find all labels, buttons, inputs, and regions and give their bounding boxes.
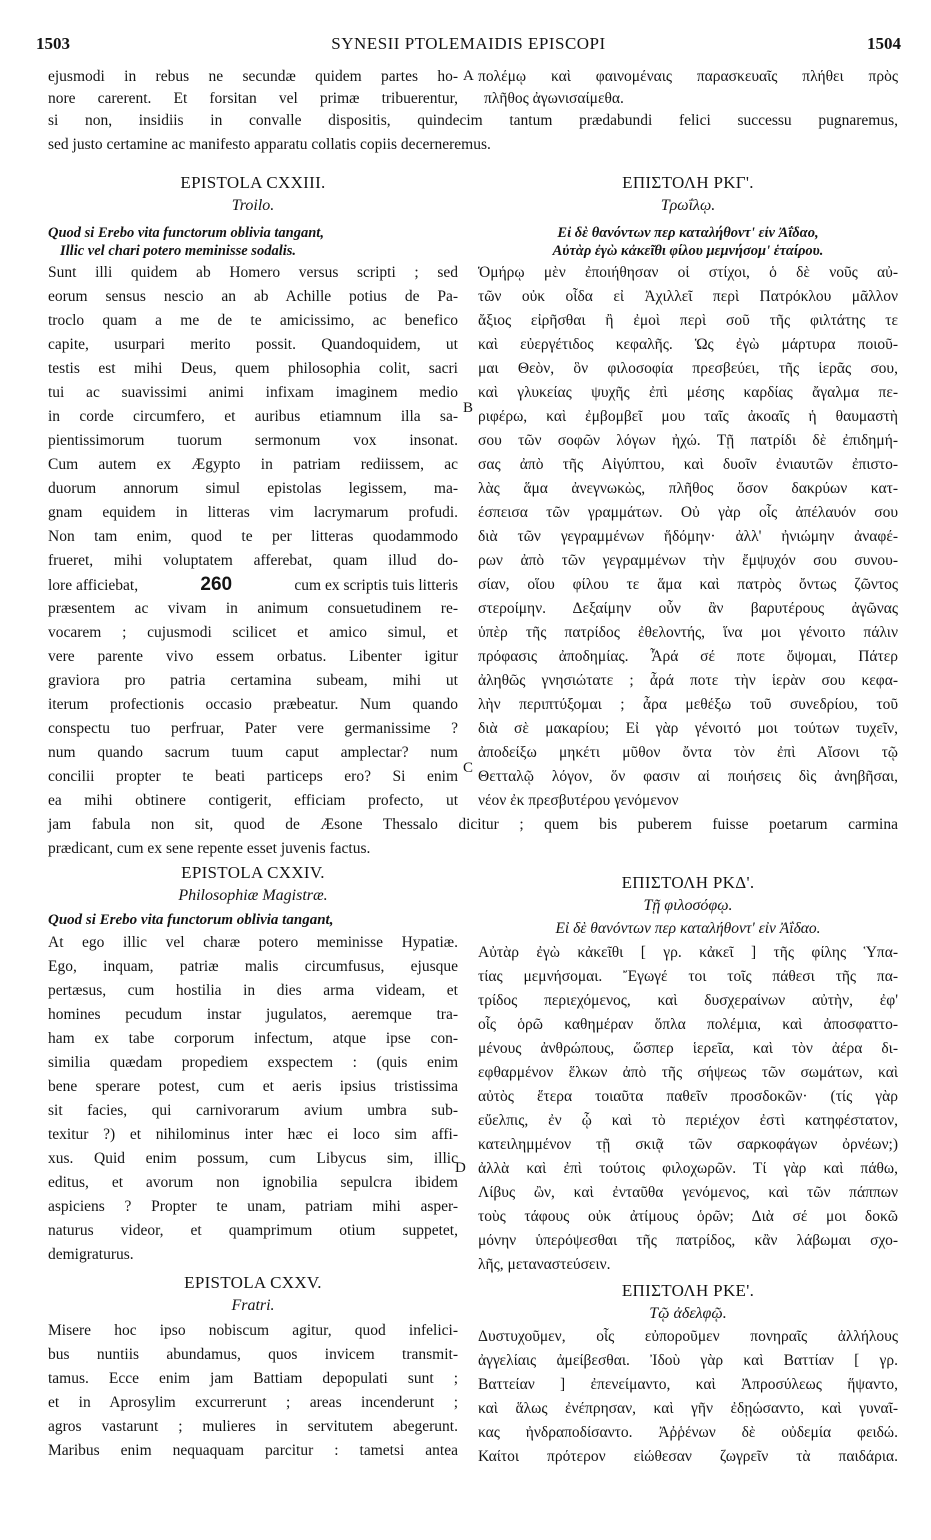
latin-line: texitur ?) et nihilominus inter hæc ei loco sim affi- <box>48 1126 458 1143</box>
greek-line: μαι Θεὸν, ὃν φιλοσοφία πρεσβεύει, τῆς ἱερᾶς σου, <box>478 360 898 377</box>
margin-marker-b: B <box>463 400 474 416</box>
latin-line: Ego, inquam, patriæ malis circumfusus, ejusque <box>48 958 458 975</box>
latin-line: vocarem ; cujusmodi scilicet et amico simul, et <box>48 624 458 641</box>
greek-line: καὶ ἅλως ἐνέπρησαν, καὶ γῆν ἐδῃώσαντο, καὶ γυναῖ- <box>478 1400 898 1417</box>
latin-line-with-column-number <box>48 574 458 597</box>
greek-line: ἀληθῶς γνησιώτατε ; ἆρά ποτε τὴν ἱερὰν σου κεφα- <box>478 672 898 689</box>
greek-line: τρίδος περιεχόμενος, καὶ δυσχεραίνων αὐτὴν, ἐφ' <box>478 992 898 1009</box>
margin-marker-c: C <box>463 760 474 776</box>
greek-line: τίας μεμνήσομαι. Ἔγωγέ τοι τοῖς πάθεσι τῆς πα- <box>478 968 898 985</box>
greek-line: τῶν οὐκ οἶδα εἰ Ἀχιλλεῖ περὶ Πατρόκλου μᾶλλον <box>478 288 898 305</box>
latin-line: naturus videor, et quamprimum otium suppetet, <box>48 1222 458 1239</box>
margin-marker-a: A <box>463 68 474 84</box>
latin-line: bene sperare potest, cum et aeris ipsius tristissima <box>48 1078 458 1095</box>
greek-line: ριφέρω, καὶ ἐμβομβεῖ μου ταῖς ἀκοαῖς ἡ θαυμαστὴ <box>478 408 898 425</box>
epistle-title-latin: EPISTOLA CXXV. <box>184 1273 322 1292</box>
latin-line: pertæsus, cum hostilia in dies arma videam, et <box>48 982 458 999</box>
latin-line: ham ex tabe corporum infectum, atque ipse con- <box>48 1030 458 1047</box>
latin-line: duorum annorum simul epistolas legissem, ma- <box>48 480 458 497</box>
latin-line: homines pecudum instar jugulatos, aeremque tra- <box>48 1006 458 1023</box>
epistle-title-latin: EPISTOLA CXXIV. <box>181 863 325 882</box>
latin-line: tui ac suavissimi animi infixam imaginem medio <box>48 384 458 401</box>
latin-line: troclo quam a me de te amicissimo, ac benefico <box>48 312 458 329</box>
running-title: SYNESII PTOLEMAIDIS EPISCOPI <box>331 34 606 53</box>
greek-line: πρόφασις ἀποδημίας. Ἆρά σέ ποτε ὄψομαι, Πάτερ <box>478 648 898 665</box>
greek-line: ἀποδείξω μηκέτι μῦθον ὄντα τὸν ἐπὶ Αἴσονι τῷ <box>478 744 898 761</box>
latin-line: eorum sensus nescio an ab Achille potius de Pa- <box>48 288 458 305</box>
verse-line: Quod si Erebo vita functorum oblivia tangant, <box>48 225 324 241</box>
greek-line: Ὁμήρῳ μὲν ἐποιήθησαν οἱ στίχοι, ὁ δὲ νοῦς αὐ- <box>478 264 898 281</box>
epistle-addressee-greek: Τῇ φιλοσόφῳ. <box>643 897 733 914</box>
full-width-line: jam fabula non sit, quod de Æsone Thessalo dicitur ; quem bis puberem fuisse poetarum carmina <box>48 816 898 833</box>
greek-line: ἄξιος εἰρῆσθαι ἢ ἐμοὶ περὶ σοῦ τῆς φιλτάτης τε <box>478 312 898 329</box>
latin-line: testis est mihi Deus, quem philosophia colit, sacri <box>48 360 458 377</box>
greek-line: μόνην ὑπερόψεσθαι τῆς πατρίδος, κἂν λάβωμαι σχο- <box>478 1232 898 1249</box>
greek-line: τοὺς τάφους οὐκ ἀτίμους ὁρῶν; Διὰ σέ μοι δοκῶ <box>478 1208 898 1225</box>
epistle-addressee-greek: Τρωΐλῳ. <box>660 197 716 214</box>
latin-line: ea mihi obtinere contigerit, efficiam profecto, ut <box>48 792 458 809</box>
latin-line: gnam equidem in litteras vim lacrymarum profudi. <box>48 504 458 521</box>
greek-line: καὶ γλυκείας ψυχῆς ἐπὶ μέσης καρδίας ἄγαλμα πε- <box>478 384 898 401</box>
greek-line: νέον ἐκ πρεσβυτέρου γενόμενον <box>478 792 679 809</box>
greek-line: κατειλημμένον τῇ σκιᾷ τῶν σαρκοφάγων ὀρνέων;) <box>478 1136 898 1153</box>
epistle-title-greek: ΕΠΙΣΤΟΛΗ ΡΚΕ'. <box>621 1281 755 1300</box>
latin-line: frueret, mihi voluptatem afferebat, quam illud do- <box>48 552 458 569</box>
greek-line: σίαν, οἵου φίλου τε ἅμα καὶ πατρὸς ὄντως ζῶντος <box>478 576 898 593</box>
page-number-right: 1504 <box>867 34 901 53</box>
latin-line: sit facies, qui carnivorarum avium umbra sub- <box>48 1102 458 1119</box>
greek-line: εὔελπις, ἐν ᾧ καὶ τὸ περιέχον ἐστὶ κατηφέστατον, <box>478 1112 898 1129</box>
epistle-addressee-greek: Τῷ ἀδελφῷ. <box>649 1305 727 1322</box>
verse-line: Εἰ δὲ θανόντων περ καταλήθοντ' εἰν Ἀΐδαο, <box>557 225 819 241</box>
epistle-title-latin: EPISTOLA CXXIII. <box>180 173 326 192</box>
latin-line: concilii propter te beati particeps ero? Si enim <box>48 768 458 785</box>
greek-line: έσπεισα τῶν γραμμάτων. Οὐ γὰρ οἷς ἀπέλαυόν σου <box>478 504 898 521</box>
page-number-left: 1503 <box>36 34 70 53</box>
latin-line: nore carerent. Et forsitan vel primæ tribuerentur, <box>48 90 458 107</box>
greek-line: οἷς ὁρῶ καθημέραν ὅπλα πολέμια, καὶ ἀποσφαττο- <box>478 1016 898 1033</box>
latin-line: in corde circumfero, et auribus etiamnum illa sa- <box>48 408 458 425</box>
greek-line: Λίβυς ὢν, καὶ ἐνταῦθα γενόμενος, καὶ τῶν πάππων <box>478 1184 898 1201</box>
latin-line: pientissimorum tuorum sermonum vox insonat. <box>48 432 458 449</box>
greek-line: κας ἠνδραποδίσαντο. Ἀῤῥένων δὲ οὐδεμία φειδώ. <box>478 1424 898 1441</box>
latin-line: Cum autem ex Ægypto in patriam rediissem, ac <box>48 456 458 473</box>
verse-line: Αὐτὰρ ἐγὼ κἀκεῖθι φίλου μεμνήσομ' ἑταίρου. <box>552 243 824 259</box>
greek-line: στεροίμην. Δεξαίμην οὖν ἂν βαρυτέρους ἀγῶνας <box>478 600 898 617</box>
column-number: 260 <box>200 574 233 595</box>
latin-line: Misere hoc ipso nobiscum agitur, quod infelici- <box>48 1322 458 1339</box>
running-header <box>36 34 901 58</box>
epistle-title-greek: ΕΠΙΣΤΟΛΗ ΡΚΓ'. <box>622 173 754 192</box>
epistle-addressee-latin: Fratri. <box>231 1297 275 1314</box>
greek-line: πολέμῳ καὶ φαινομέναις παρασκευαῖς πλήθει πρὸς <box>478 68 898 85</box>
epistle-addressee-latin: Troilo. <box>231 197 275 214</box>
greek-line: σου τῶν σοφῶν λόγων ἠχώ. Τῇ πατρίδι δὲ ἐπιδημή- <box>478 432 898 449</box>
greek-line: Αὐτὰρ ἐγὼ κἀκεῖθι [ γρ. κἀκεῖ ] τῆς φίλης Ὑπα- <box>478 944 898 961</box>
greek-line: εφθαρμένον ἕλκων ἀπὸ τῆς σήψεως τῶν σωμάτων, καὶ <box>478 1064 898 1081</box>
greek-line: πλῆθος ἀγωνισαίμεθα. <box>484 90 624 107</box>
latin-line: et in Aprosylim excurrerunt ; areas incenderunt ; <box>48 1394 458 1411</box>
greek-line: αὐτὸς ἕτερα τοιαῦτα παθεῖν προσδοκῶν· (τίς γὰρ <box>478 1088 898 1105</box>
latin-line: tamus. Ecce enim jam Battiam depopulati sunt ; <box>48 1370 458 1387</box>
latin-line: num quando sacrum tuum caput amplectar? num <box>48 744 458 761</box>
verse-line: Εἰ δὲ θανόντων περ καταλήθοντ' εἰν Ἀΐδαο. <box>555 920 821 937</box>
greek-line: λὰς ἅμα ἀνεγνωκὼς, πλῆθος ὅσον δακρύων κατ- <box>478 480 898 497</box>
greek-line: καὶ εὐεργέτιδος κεφαλῆς. Ὡς ἐγὼ μάρτυρα ποιοῦ- <box>478 336 898 353</box>
greek-line: Θετταλῷ λόγον, ὅν φασιν αἱ ποιήσεις δὶς ἀνηβῆσαι, <box>478 768 898 785</box>
latin-line: Maribus enim nequaquam parcitur : tametsi antea <box>48 1442 458 1459</box>
greek-line: μένους ἀνθρώπους, ὥσπερ ἱερεῖα, καὶ τὸν ἀέρα δι- <box>478 1040 898 1057</box>
latin-text: cum ex scriptis tuis litteris <box>294 577 458 594</box>
full-width-line: si non, insidiis in convalle dispositis, quindecim tantum prædabundi felici successu pugnaremus, <box>48 112 898 129</box>
latin-text: lore afficiebat, <box>48 577 139 594</box>
greek-line: λὴν περιπτύξομαι ; ἆρα μεθέξω τοῦ συνεδρίου, τοῦ <box>478 696 898 713</box>
greek-line: ὑπὲρ τῆς πατρίδος ἐθελοντής, ἵνα μοι γένοιτο πάλιν <box>478 624 898 641</box>
latin-line: Sunt illi quidem ab Homero versus scripti ; sed <box>48 264 458 281</box>
greek-line: ρων ἀπὸ τῶν γεγραμμένων τὴν ἔμψυχόν σου συνου- <box>478 552 898 569</box>
greek-line: σας ἀπὸ τῆς Αἰγύπτου, καὶ δυοῖν ἐνιαυτῶν ἐπιστο- <box>478 456 898 473</box>
full-width-line: prædicant, cum ex sene repente esset juvenis factus. <box>48 840 371 857</box>
latin-line: aspiciens ? Propter te unam, patriam mihi asper- <box>48 1198 458 1215</box>
greek-line: διὰ τῶν γεγραμμένων ἥδόμην· ἀλλ' ἠνιώμην ἀναφέ- <box>478 528 898 545</box>
greek-line: Δυστυχοῦμεν, οἷς εὐποροῦμεν πονηραῖς ἀλλήλους <box>478 1328 898 1345</box>
latin-line: graviora pro patria certamina subeam, mihi ut <box>48 672 458 689</box>
latin-line: conspectu tuo perfruar, Pater vere germanissime ? <box>48 720 458 737</box>
greek-line: ἀγγελίαις ἀμείβεσθαι. Ἰδοὺ γὰρ καὶ Βαττίαν [ γρ. <box>478 1352 898 1369</box>
latin-line: ejusmodi in rebus ne secundæ quidem partes ho- <box>48 68 458 85</box>
latin-line: bus nuntiis abundamus, quos invicem transmit- <box>48 1346 458 1363</box>
latin-line: demigraturus. <box>48 1246 134 1263</box>
greek-line: Βαττείαν ] ἐπενείμαντο, καὶ Ἀπροσύλεως ἥψαντο, <box>478 1376 898 1393</box>
latin-line: iterum profectionis occasio præbeatur. Num quando <box>48 696 458 713</box>
latin-line: editus, et avorum non ignobilia sepulcra ibidem <box>48 1174 458 1191</box>
latin-line: capite, usurpari merito possit. Quandoquidem, ut <box>48 336 458 353</box>
greek-line: Καίτοι πρότερον εἰώθεσαν ζωγρεῖν τὰ παιδάρια. <box>478 1448 898 1465</box>
full-width-line: sed justo certamine ac manifesto apparatu collatis copiis decerneremus. <box>48 136 491 153</box>
greek-line: διὰ σὲ μακαρίου; Εἰ γὰρ γένοιτό μοι τούτων τυχεῖν, <box>478 720 898 737</box>
greek-line: ἀλλὰ καὶ ἐπὶ τούτοις φιλοχωρῶν. Τί γὰρ καὶ πάθω, <box>478 1160 898 1177</box>
latin-line: At ego illic vel charæ potero meminisse Hypatiæ. <box>48 934 458 951</box>
latin-line: agros vastarunt ; mulieres in servitutem abegerunt. <box>48 1418 458 1435</box>
margin-marker-d: D <box>455 1160 466 1176</box>
latin-line: Non tam enim, quod te per litteras quodammodo <box>48 528 458 545</box>
latin-line: xus. Quid enim possum, cum Libycus sim, illic <box>48 1150 458 1167</box>
verse-line: Quod si Erebo vita functorum oblivia tangant, <box>48 912 334 928</box>
greek-line: λῆς, μεταναστεύσειν. <box>478 1256 611 1273</box>
epistle-addressee-latin: Philosophiæ Magistræ. <box>178 887 328 904</box>
verse-line: Illic vel chari potero meminisse sodalis. <box>60 243 297 259</box>
epistle-title-greek: ΕΠΙΣΤΟΛΗ ΡΚΔ'. <box>621 873 755 892</box>
latin-line: præsentem ac vivam in animum consuetudinem re- <box>48 600 458 617</box>
latin-line: similia quædam propediem exspectem : (quis enim <box>48 1054 458 1071</box>
latin-line: vere parente vivo essem orbatus. Libenter igitur <box>48 648 458 665</box>
